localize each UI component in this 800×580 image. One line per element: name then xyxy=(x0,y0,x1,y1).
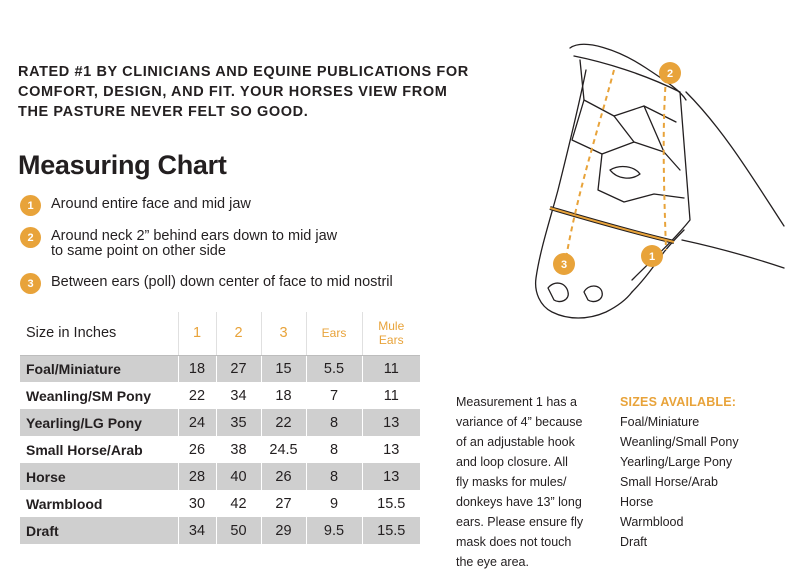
sizes-available xyxy=(620,392,739,552)
tagline-line: RATED #1 BY CLINICIANS AND EQUINE PUBLICATIONS FOR xyxy=(18,64,469,80)
cell: 8 xyxy=(306,409,362,436)
cell: 13 xyxy=(362,436,420,463)
table-row xyxy=(20,355,420,382)
marker-1 xyxy=(641,245,663,267)
cell: 8 xyxy=(306,463,362,490)
size-item: Draft xyxy=(620,535,648,549)
header-mule-line: Mule xyxy=(378,319,405,334)
horse-head-diagram xyxy=(514,30,794,330)
step-description xyxy=(51,197,251,212)
cell: 13 xyxy=(362,409,420,436)
measurement-note xyxy=(456,392,606,572)
note-line: ears. Please ensure fly xyxy=(456,515,584,529)
cell: 15.5 xyxy=(362,517,420,544)
table-row xyxy=(20,490,420,517)
step-line: Around neck 2” behind ears down to mid jaw xyxy=(51,228,338,244)
page-title: Measuring Chart xyxy=(18,150,227,180)
measurement-step-3 xyxy=(20,275,393,294)
header-ears-line: Ears xyxy=(378,333,404,348)
note-line: of an adjustable hook xyxy=(456,435,575,449)
cell: 26 xyxy=(178,436,216,463)
cell: 38 xyxy=(216,436,261,463)
note-line: the eye area. xyxy=(456,555,529,569)
measure-line-3 xyxy=(566,70,614,258)
note-line: Measurement 1 has a xyxy=(456,395,577,409)
note-line: donkeys have 13” long xyxy=(456,495,582,509)
cell: 29 xyxy=(261,517,306,544)
size-name: Small Horse/Arab xyxy=(20,436,178,463)
cell: 22 xyxy=(178,382,216,409)
cell: 34 xyxy=(178,517,216,544)
table-row xyxy=(20,409,420,436)
cell: 15 xyxy=(261,355,306,382)
nose-strap-highlight xyxy=(550,208,674,242)
cell: 50 xyxy=(216,517,261,544)
table-row xyxy=(20,382,420,409)
horse-outline xyxy=(536,44,784,318)
cell: 30 xyxy=(178,490,216,517)
cell: 15.5 xyxy=(362,490,420,517)
table-row xyxy=(20,463,420,490)
step-line: Between ears (poll) down center of face to mid nostril xyxy=(51,274,393,290)
size-item: Small Horse/Arab xyxy=(620,475,718,489)
cell: 27 xyxy=(261,490,306,517)
marker-3-label: 3 xyxy=(560,259,568,271)
size-item: Foal/Miniature xyxy=(620,415,700,429)
cell: 11 xyxy=(362,355,420,382)
cell: 7 xyxy=(306,382,362,409)
cell: 13 xyxy=(362,463,420,490)
cell: 34 xyxy=(216,382,261,409)
tagline xyxy=(18,62,498,122)
size-name: Foal/Miniature xyxy=(20,355,178,382)
tagline-line: COMFORT, DESIGN, AND FIT. YOUR HORSES VIEW FROM xyxy=(18,84,448,100)
size-name: Draft xyxy=(20,517,178,544)
step-line: Around entire face and mid jaw xyxy=(51,196,251,212)
cell: 24.5 xyxy=(261,436,306,463)
table-header-row xyxy=(20,312,420,355)
marker-2-label: 2 xyxy=(666,68,674,80)
measure-line-2 xyxy=(664,78,666,250)
note-line: mask does not touch xyxy=(456,535,572,549)
size-item: Yearling/Large Pony xyxy=(620,455,733,469)
marker-3 xyxy=(553,253,575,275)
cell: 24 xyxy=(178,409,216,436)
note-line: fly masks for mules/ xyxy=(456,475,567,489)
measurement-step-1 xyxy=(20,197,251,216)
size-name: Horse xyxy=(20,463,178,490)
cell: 8 xyxy=(306,436,362,463)
size-name: Yearling/LG Pony xyxy=(20,409,178,436)
step-number-badge: 2 xyxy=(20,227,41,248)
note-line: variance of 4” because xyxy=(456,415,583,429)
step-description xyxy=(51,229,337,259)
marker-2 xyxy=(659,62,681,84)
size-name: Warmblood xyxy=(20,490,178,517)
table-row xyxy=(20,436,420,463)
cell: 9.5 xyxy=(306,517,362,544)
note-line: and loop closure. All xyxy=(456,455,568,469)
header-size-in-inches: Size in Inches xyxy=(20,312,178,355)
header-mule-ears xyxy=(362,312,420,355)
table-row xyxy=(20,517,420,544)
size-item: Weanling/Small Pony xyxy=(620,435,739,449)
step-line: to same point on other side xyxy=(51,243,226,259)
cell: 35 xyxy=(216,409,261,436)
cell: 22 xyxy=(261,409,306,436)
size-name: Weanling/SM Pony xyxy=(20,382,178,409)
measurement-step-2 xyxy=(20,229,337,259)
cell: 18 xyxy=(261,382,306,409)
size-item: Warmblood xyxy=(620,515,684,529)
cell: 9 xyxy=(306,490,362,517)
cell: 26 xyxy=(261,463,306,490)
cell: 28 xyxy=(178,463,216,490)
header-measure-2: 2 xyxy=(216,312,261,355)
cell: 40 xyxy=(216,463,261,490)
header-ears: Ears xyxy=(306,312,362,355)
marker-1-label: 1 xyxy=(648,251,656,263)
step-number-badge: 3 xyxy=(20,273,41,294)
sizes-available-title: SIZES AVAILABLE: xyxy=(620,395,737,409)
size-table xyxy=(20,312,420,544)
cell: 18 xyxy=(178,355,216,382)
header-measure-1: 1 xyxy=(178,312,216,355)
cell: 42 xyxy=(216,490,261,517)
cell: 11 xyxy=(362,382,420,409)
size-item: Horse xyxy=(620,495,654,509)
tagline-line: THE PASTURE NEVER FELT SO GOOD. xyxy=(18,104,309,120)
cell: 27 xyxy=(216,355,261,382)
step-number-badge: 1 xyxy=(20,195,41,216)
cell: 5.5 xyxy=(306,355,362,382)
header-measure-3: 3 xyxy=(261,312,306,355)
step-description xyxy=(51,275,393,290)
